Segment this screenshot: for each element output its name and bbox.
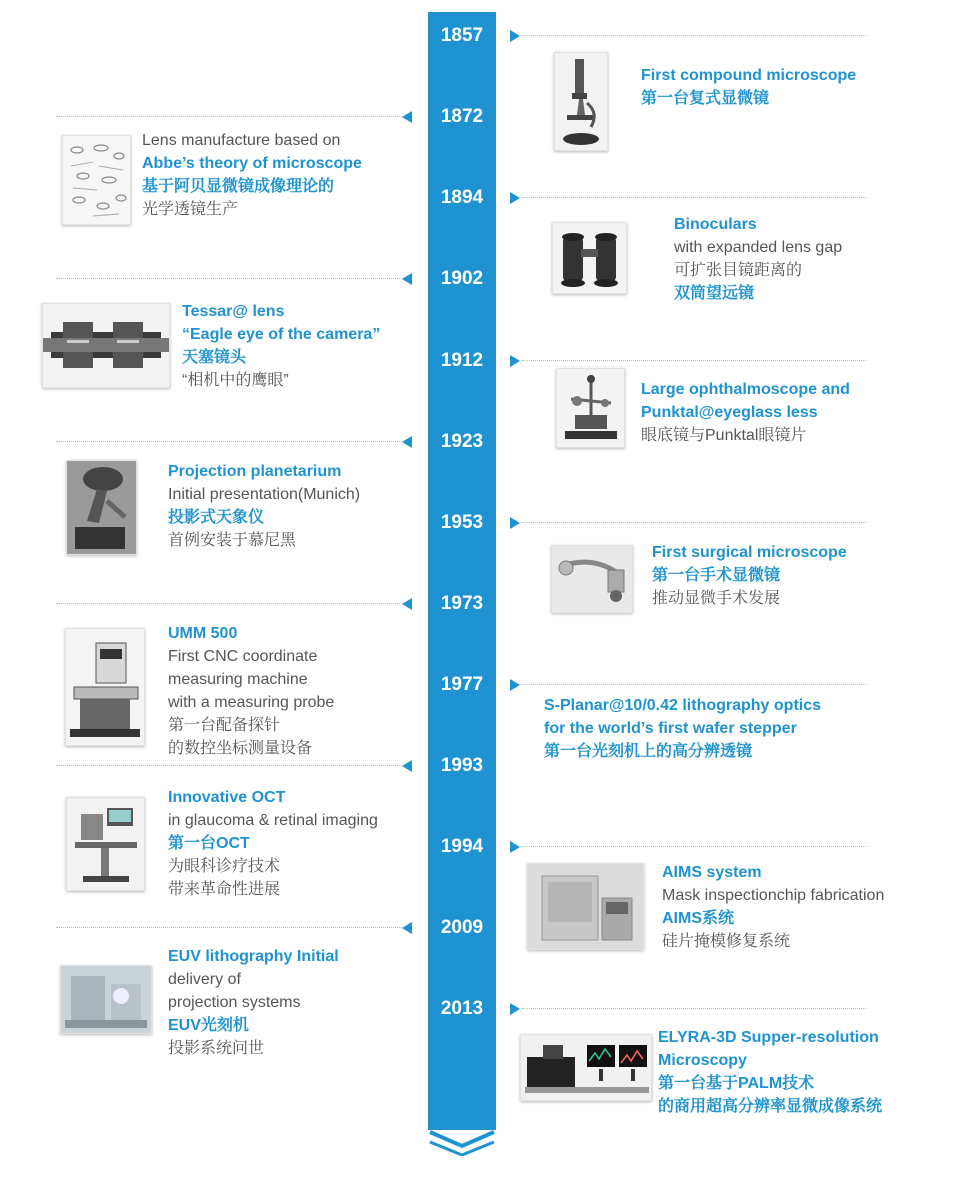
compound-microscope-image bbox=[554, 52, 608, 151]
year-label-1977: 1977 bbox=[440, 674, 484, 695]
event-desc-line: in glaucoma & retinal imaging bbox=[168, 812, 378, 829]
event-text-1902 bbox=[182, 300, 380, 392]
event-title-line: 的商用超高分辨率显微成像系统 bbox=[658, 1098, 883, 1115]
dotted-connector bbox=[56, 278, 402, 279]
arrow-left-icon bbox=[402, 436, 412, 448]
event-desc-line: 眼底镜与Punktal眼镜片 bbox=[641, 427, 807, 444]
event-title-line: AIMS system bbox=[662, 864, 762, 881]
dotted-connector bbox=[56, 116, 402, 117]
year-label-1872: 1872 bbox=[440, 106, 484, 127]
year-label-1994: 1994 bbox=[440, 836, 484, 857]
event-text-1923 bbox=[168, 460, 360, 552]
event-title-line: 第一台OCT bbox=[168, 835, 250, 852]
dotted-connector bbox=[56, 927, 402, 928]
chevron-down-icon bbox=[422, 1130, 502, 1156]
event-title-line: ELYRA-3D Supper-resolution bbox=[658, 1029, 879, 1046]
arrow-left-icon bbox=[402, 598, 412, 610]
event-desc-line: 的数控坐标测量设备 bbox=[168, 740, 313, 757]
event-title-line: Binoculars bbox=[674, 216, 757, 233]
year-label-1993: 1993 bbox=[440, 755, 484, 776]
dotted-connector bbox=[522, 846, 866, 847]
dotted-connector bbox=[522, 360, 866, 361]
event-title-line: 基于阿贝显微镜成像理论的 bbox=[142, 178, 335, 195]
event-title-line: 第一台复式显微镜 bbox=[641, 90, 770, 107]
arrow-right-icon bbox=[510, 355, 520, 367]
event-text-1973 bbox=[168, 622, 334, 760]
tessar-lens-image bbox=[42, 303, 170, 388]
event-title-line: AIMS系统 bbox=[662, 910, 735, 927]
year-label-1894: 1894 bbox=[440, 187, 484, 208]
event-desc-line: 推动显微手术发展 bbox=[652, 590, 781, 607]
event-title-line: First surgical microscope bbox=[652, 544, 847, 561]
year-label-1923: 1923 bbox=[440, 431, 484, 452]
dotted-connector bbox=[56, 765, 402, 766]
event-text-2009 bbox=[168, 945, 339, 1060]
dotted-connector bbox=[522, 197, 866, 198]
arrow-left-icon bbox=[402, 273, 412, 285]
event-desc-line: Mask inspectionchip fabrication bbox=[662, 887, 885, 904]
ophthalmoscope-image bbox=[556, 368, 625, 448]
dotted-connector bbox=[522, 1008, 866, 1009]
year-label-2009: 2009 bbox=[440, 917, 484, 938]
event-desc-line: with expanded lens gap bbox=[674, 239, 843, 256]
arrow-right-icon bbox=[510, 841, 520, 853]
event-text-1994 bbox=[662, 861, 884, 953]
planetarium-image bbox=[66, 460, 137, 555]
event-title-line: 天塞镜头 bbox=[182, 349, 247, 366]
lens-drawing-image bbox=[62, 135, 131, 225]
event-desc-line: 硅片掩模修复系统 bbox=[662, 933, 791, 950]
dotted-connector bbox=[522, 35, 866, 36]
arrow-left-icon bbox=[402, 760, 412, 772]
dotted-connector bbox=[522, 522, 866, 523]
event-desc-line: 可扩张目镜距离的 bbox=[674, 262, 803, 279]
arrow-right-icon bbox=[510, 517, 520, 529]
event-desc-line: 带来革命性进展 bbox=[168, 881, 281, 898]
surgical-microscope-image bbox=[551, 545, 633, 613]
event-desc-line: 投影系统问世 bbox=[168, 1040, 265, 1057]
event-desc-line: 第一台配备探针 bbox=[168, 717, 281, 734]
event-title-line: 投影式天象仪 bbox=[168, 509, 265, 526]
event-text-1912 bbox=[641, 378, 850, 447]
event-text-1872 bbox=[142, 129, 362, 221]
dotted-connector bbox=[56, 441, 402, 442]
event-title-line: Punktal@eyeglass less bbox=[641, 404, 818, 421]
event-title-line: Abbe’s theory of microscope bbox=[142, 155, 362, 172]
timeline-spine bbox=[428, 12, 496, 1130]
event-desc-line: measuring machine bbox=[168, 671, 308, 688]
oct-device-image bbox=[66, 797, 145, 891]
year-label-1953: 1953 bbox=[440, 512, 484, 533]
arrow-right-icon bbox=[510, 679, 520, 691]
event-title-line: “Eagle eye of the camera” bbox=[182, 326, 381, 343]
event-title-line: First compound microscope bbox=[641, 67, 857, 84]
year-label-1857: 1857 bbox=[440, 25, 484, 46]
event-desc-line: “相机中的鹰眼” bbox=[182, 372, 289, 389]
event-title-line: 双筒望远镜 bbox=[674, 285, 755, 302]
year-label-1912: 1912 bbox=[440, 350, 484, 371]
event-title-line: UMM 500 bbox=[168, 625, 238, 642]
event-desc-line: First CNC coordinate bbox=[168, 648, 318, 665]
event-text-1977 bbox=[544, 694, 821, 763]
event-title-line: Innovative OCT bbox=[168, 789, 286, 806]
event-title-line: EUV lithography Initial bbox=[168, 948, 339, 965]
event-title-line: EUV光刻机 bbox=[168, 1017, 249, 1034]
arrow-right-icon bbox=[510, 192, 520, 204]
event-desc-line: Initial presentation(Munich) bbox=[168, 486, 361, 503]
event-title-line: for the world’s first wafer stepper bbox=[544, 720, 797, 737]
year-label-1902: 1902 bbox=[440, 268, 484, 289]
event-desc-line: with a measuring probe bbox=[168, 694, 335, 711]
event-title-line: S-Planar@10/0.42 lithography optics bbox=[544, 697, 822, 714]
dotted-connector bbox=[56, 603, 402, 604]
euv-lithography-image bbox=[60, 965, 152, 1034]
event-title-line: Tessar@ lens bbox=[182, 303, 285, 320]
event-title-line: 第一台手术显微镜 bbox=[652, 567, 781, 584]
arrow-right-icon bbox=[510, 1003, 520, 1015]
event-text-1953 bbox=[652, 541, 847, 610]
arrow-right-icon bbox=[510, 30, 520, 42]
arrow-left-icon bbox=[402, 922, 412, 934]
year-label-1973: 1973 bbox=[440, 593, 484, 614]
arrow-left-icon bbox=[402, 111, 412, 123]
event-desc-line: delivery of bbox=[168, 971, 241, 988]
event-desc-line: Lens manufacture based on bbox=[142, 132, 341, 149]
event-title-line: 第一台光刻机上的高分辨透镜 bbox=[544, 743, 753, 760]
elyra-3d-image bbox=[520, 1034, 652, 1101]
event-title-line: Projection planetarium bbox=[168, 463, 342, 480]
event-title-line: Microscopy bbox=[658, 1052, 747, 1069]
event-text-1894 bbox=[674, 213, 842, 305]
binoculars-image bbox=[552, 222, 627, 294]
aims-system-image bbox=[527, 863, 644, 950]
event-desc-line: projection systems bbox=[168, 994, 301, 1011]
dotted-connector bbox=[522, 684, 866, 685]
umm500-image bbox=[65, 628, 145, 746]
event-desc-line: 光学透镜生产 bbox=[142, 201, 239, 218]
event-title-line: Large ophthalmoscope and bbox=[641, 381, 850, 398]
year-label-2013: 2013 bbox=[440, 998, 484, 1019]
event-desc-line: 为眼科诊疗技术 bbox=[168, 858, 281, 875]
event-text-2013 bbox=[658, 1026, 882, 1118]
event-text-1857 bbox=[641, 64, 856, 110]
event-text-1993 bbox=[168, 786, 378, 901]
event-title-line: 第一台基于PALM技术 bbox=[658, 1075, 815, 1092]
event-desc-line: 首例安装于慕尼黑 bbox=[168, 532, 297, 549]
